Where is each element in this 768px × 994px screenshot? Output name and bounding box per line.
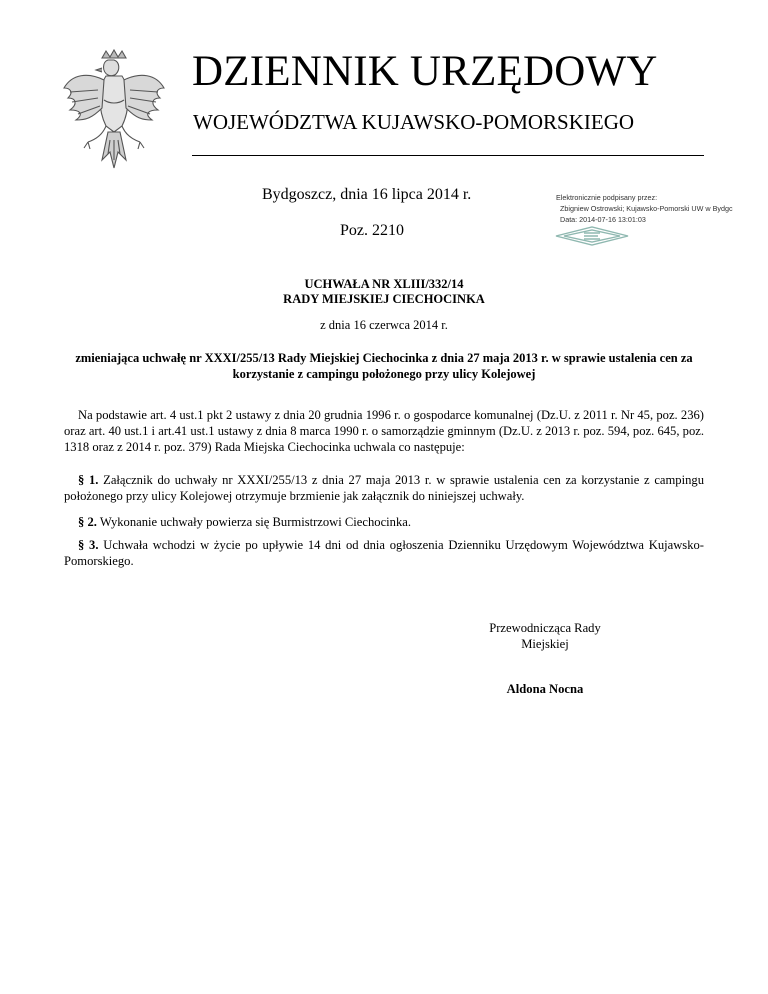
signatory-role-line2: Miejskiej [521,637,569,651]
publication-position: Poz. 2210 [340,222,404,239]
section-3-text: Uchwała wchodzi w życie po upływie 14 dni od dnia ogłoszenia Dzienniku Urzędowym Województwa Kujawsko-Pomorskiego. [64,538,704,568]
esign-date: Data: 2014-07-16 13:01:03 [560,215,646,224]
section-2-paragraph [64,514,704,530]
section-1-paragraph [64,472,704,504]
section-2-number: § 2. [78,515,97,529]
journal-subtitle: WOJEWÓDZTWA KUJAWSKO-POMORSKIEGO [193,110,635,134]
signatory-role-line1: Przewodnicząca Rady [489,621,601,635]
journal-title: DZIENNIK URZĘDOWY [192,48,658,95]
publication-place-date: Bydgoszcz, dnia 16 lipca 2014 r. [262,186,472,203]
resolution-subject: zmieniająca uchwałę nr XXXI/255/13 Rady Miejskiej Ciechocinka z dnia 27 maja 2013 r. w sprawie ustalenia cen za korzystanie z campingu położonego przy ulicy Kolejowej [75,351,693,381]
section-1-text: Załącznik do uchwały nr XXXI/255/13 z dnia 27 maja 2013 r. w sprawie ustalenia cen za korzystanie z campingu położonego przy ulicy Kolejowej otrzymuje brzmienie jak załącznik do niniejszej uchwały. [64,473,704,503]
e-signature-mark-icon [554,226,630,246]
legal-basis-paragraph: Na podstawie art. 4 ust.1 pkt 2 ustawy z dnia 20 grudnia 1996 r. o gospodarce komunalnej (Dz.U. z 2011 r. Nr 45, poz. 236) oraz art. 40 ust.1 i art.41 ust.1 ustawy z dnia 8 marca 1990 r. o samorządzie gminnym (Dz.U. z 2013 r. poz. 594, poz. 645, poz. 1318 oraz z 2014 r. poz. 379) Rada Miejska Ciechocinka uchwala co następuje: [64,408,704,454]
masthead-divider [192,155,704,156]
section-1-number: § 1. [78,473,99,487]
electronic-signature-stamp [556,192,756,225]
signatory-name: Aldona Nocna [506,682,584,696]
esign-signer: Zbigniew Ostrowski; Kujawsko-Pomorski UW w Bydgc [560,204,733,213]
section-2-text: Wykonanie uchwały powierza się Burmistrzowi Ciechocinka. [99,515,412,529]
signatory-role [470,620,620,652]
section-3-paragraph [64,537,704,569]
council-name: RADY MIEJSKIEJ CIECHOCINKA [283,292,485,306]
resolution-date: z dnia 16 czerwca 2014 r. [320,318,448,332]
polish-eagle-emblem-icon [58,48,170,176]
resolution-title: UCHWAŁA NR XLIII/332/14 [304,277,464,291]
section-3-number: § 3. [78,538,99,552]
esign-heading: Elektronicznie podpisany przez: [556,193,658,202]
